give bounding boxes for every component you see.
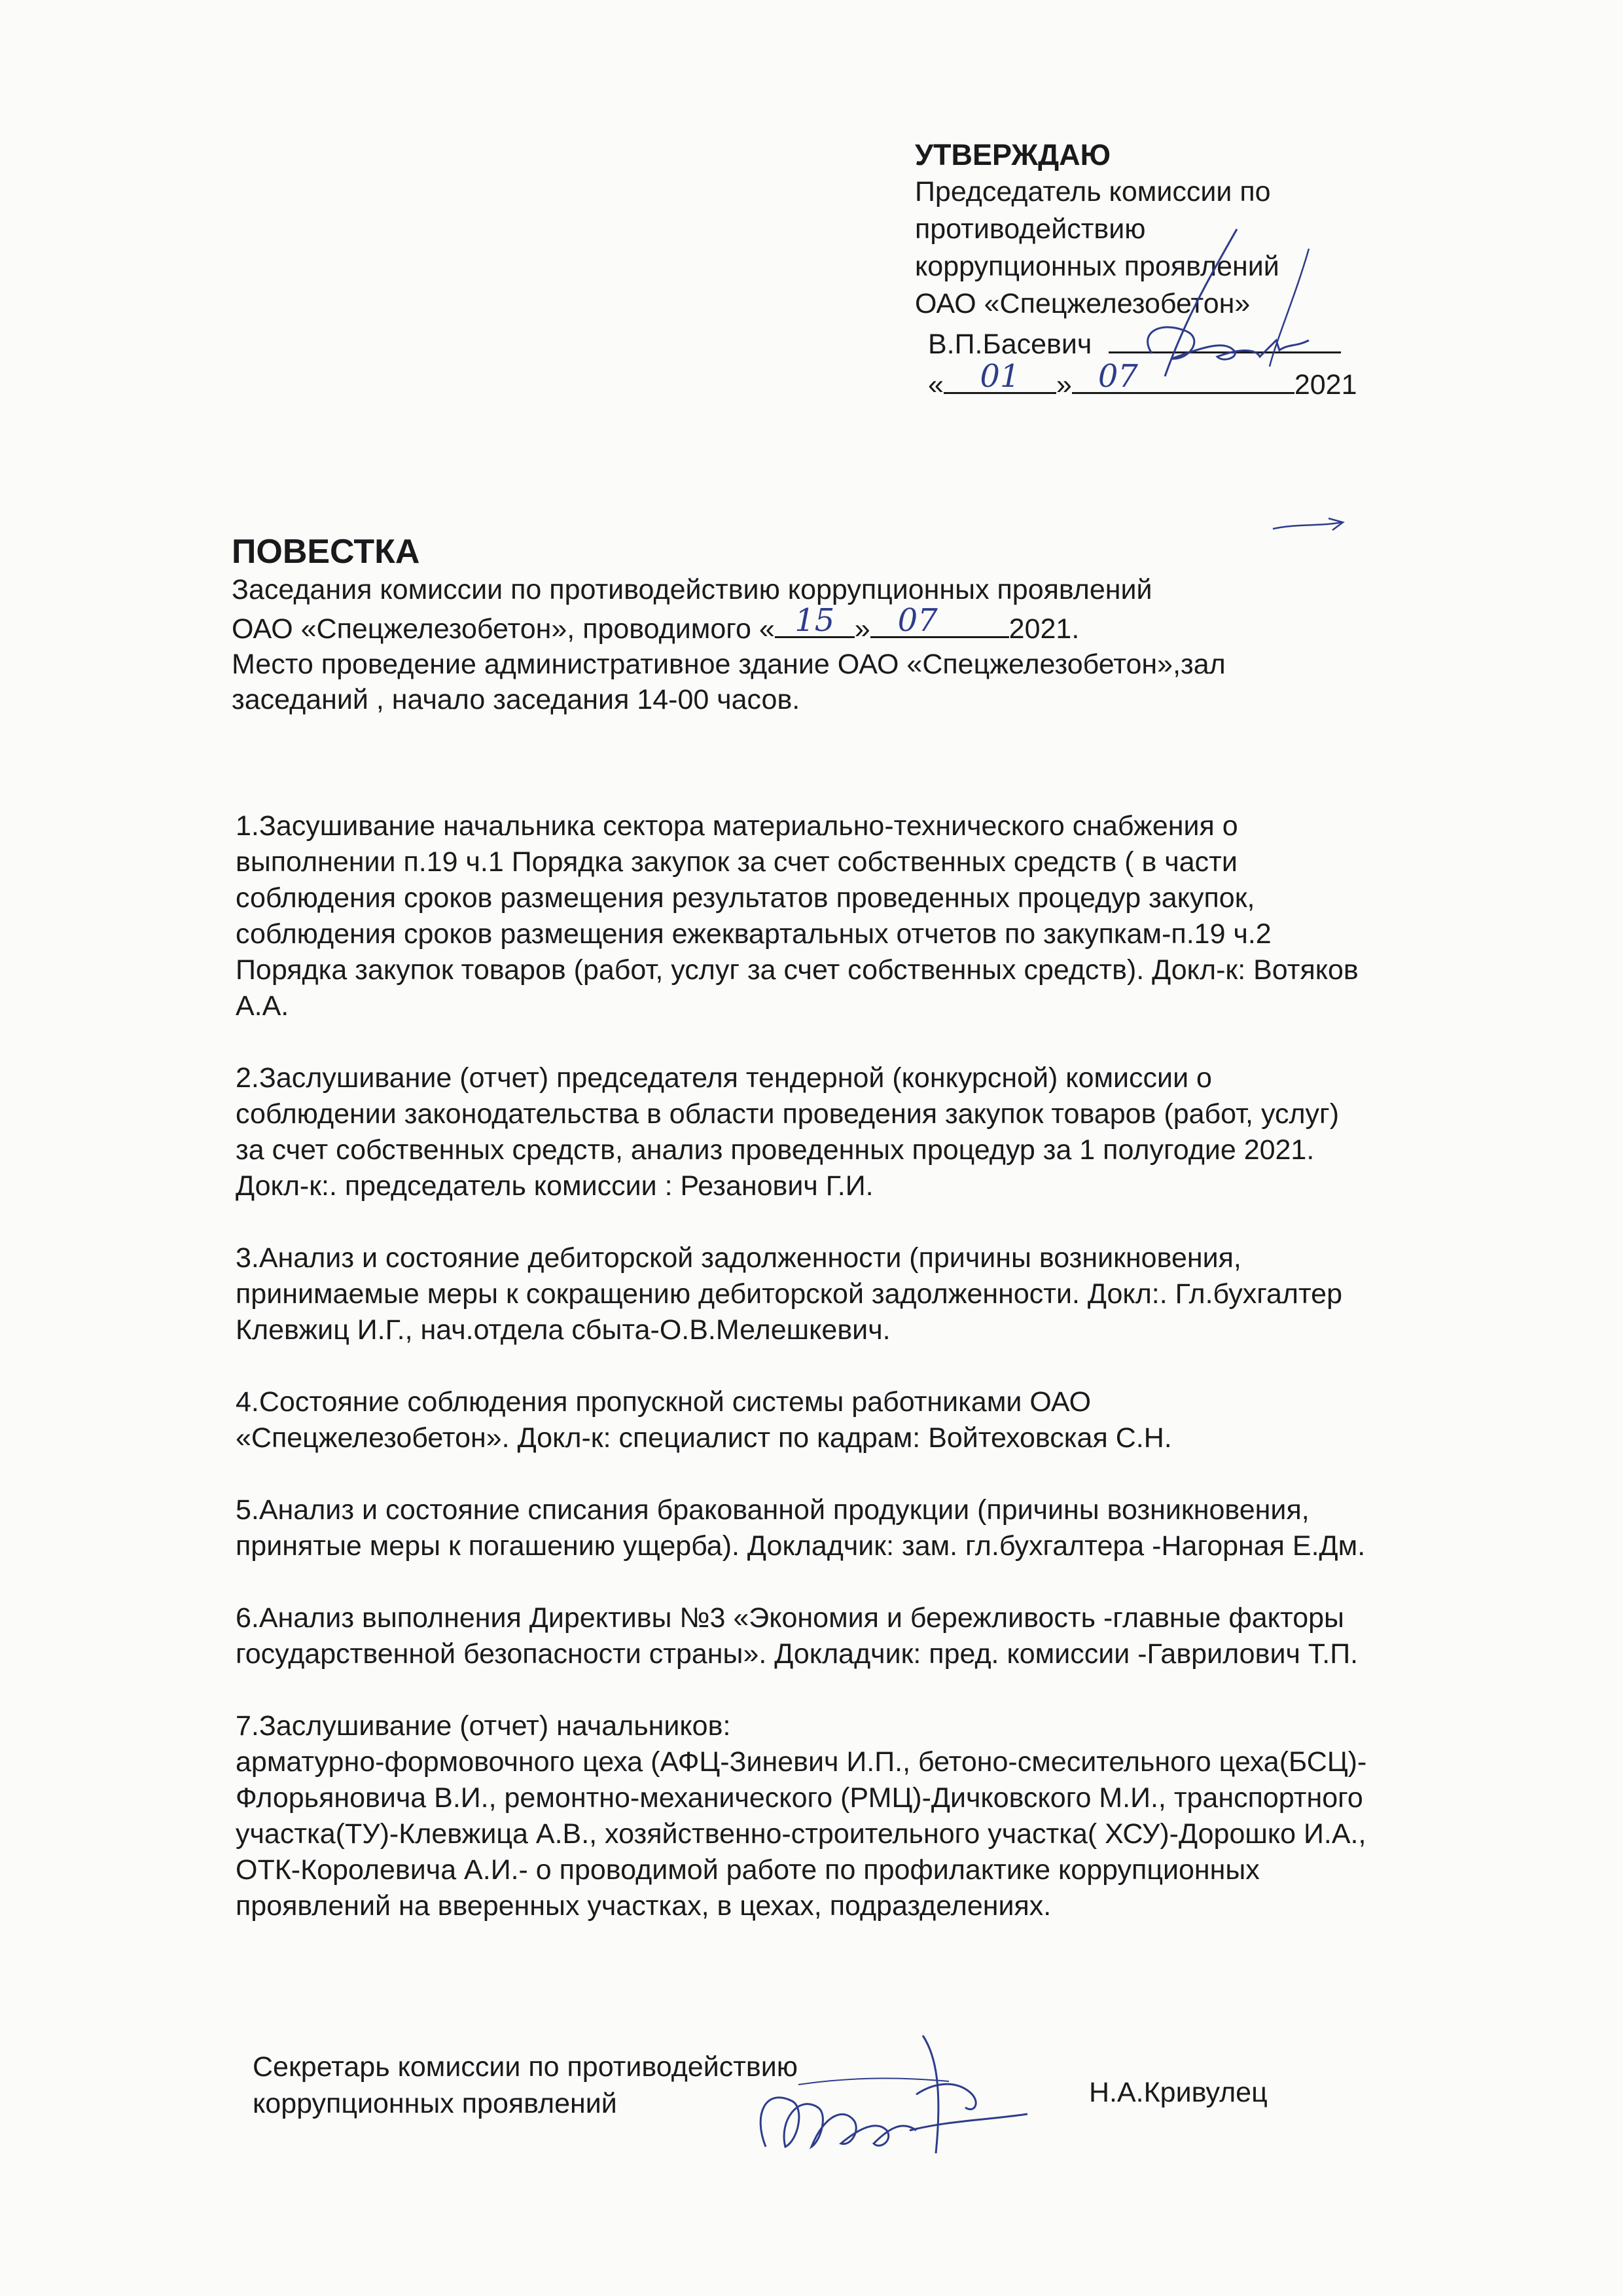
item-line: 6.Анализ выполнения Директивы №3 «Экономия и бережливость -главные факторы (236, 1602, 1344, 1634)
agenda-item (236, 1600, 1584, 1672)
item-line: соблюдения сроков размещения ежеквартальных отчетов по закупкам-п.19 ч.2 (236, 918, 1272, 950)
approval-line: ОАО «Спецжелезобетон» (915, 288, 1251, 319)
item-line: участка(ТУ)-Клевжица А.В., хозяйственно-строительного участка( ХСУ)-Дорошко И.А., (236, 1818, 1366, 1850)
item-line: Флорьяновича В.И., ремонтно-механического (РМЦ)-Дичковского М.И., транспортного (236, 1782, 1363, 1814)
agenda-date-day-blank (775, 602, 855, 639)
agenda-line: Заседания комиссии по противодействию коррупционных проявлений (232, 574, 1152, 605)
agenda-item (236, 808, 1584, 1024)
agenda-items (236, 808, 1584, 1960)
item-line: принимаемые меры к сокращению дебиторской задолженности. Докл:. Гл.бухгалтер (236, 1278, 1343, 1310)
approval-date-year: 2021 (1294, 369, 1357, 401)
item-line: А.А. (236, 990, 289, 1022)
item-line: принятые меры к погашению ущерба). Докладчик: зам. гл.бухгалтера -Нагорная Е.Дм. (236, 1530, 1366, 1562)
item-line: «Спецжелезобетон». Докл-к: специалист по кадрам: Войтеховская С.Н. (236, 1422, 1172, 1454)
item-line: 4.Состояние соблюдения пропускной системы работниками ОАО (236, 1386, 1092, 1418)
item-line: Порядка закупок товаров (работ, услуг за счет собственных средств). Докл-к: Вотяков (236, 954, 1359, 986)
approval-signature-icon (1113, 216, 1329, 386)
agenda-item (236, 1492, 1584, 1564)
agenda-item (236, 1708, 1584, 1924)
secretary-name: Н.А.Кривулец (1089, 2077, 1268, 2108)
agenda-line: Место проведение административное здание ОАО «Спецжелезобетон»,зал (232, 649, 1226, 680)
agenda-line-prefix: ОАО «Спецжелезобетон», проводимого « (232, 613, 775, 645)
item-line: проявлений на вверенных участках, в цехах, подразделениях. (236, 1890, 1052, 1922)
agenda-date-year: 2021. (1008, 613, 1080, 645)
approval-title: УТВЕРЖДАЮ (915, 138, 1111, 171)
item-line: Клевжиц И.Г., нач.отдела сбыта-О.В.Мелешкевич. (236, 1314, 891, 1346)
agenda-item (236, 1240, 1584, 1348)
item-line: государственной безопасности страны». Докладчик: пред. комиссии -Гаврилович Т.П. (236, 1638, 1359, 1670)
item-line: ОТК-Королевича А.И.- о проводимой работе по профилактике коррупционных (236, 1854, 1260, 1886)
agenda-date-day: 15 (794, 602, 835, 639)
item-line: арматурно-формовочного цеха (АФЦ-Зиневич И.П., бетоно-смесительного цеха(БСЦ)- (236, 1746, 1367, 1778)
item-line: выполнении п.19 ч.1 Порядка закупок за счет собственных средств ( в части (236, 846, 1238, 878)
approval-date-day: 01 (980, 358, 1020, 395)
item-line: 7.Заслушивание (отчет) начальников: (236, 1710, 731, 1742)
secretary-line: Секретарь комиссии по противодействию (253, 2051, 798, 2083)
pen-mark-icon (1270, 517, 1348, 556)
agenda-title: ПОВЕСТКА (232, 533, 420, 571)
agenda-date-month: 07 (897, 602, 938, 639)
item-line: 3.Анализ и состояние дебиторской задолженности (причины возникновения, (236, 1242, 1241, 1274)
agenda-header (232, 531, 1475, 717)
agenda-date-line (232, 602, 1475, 647)
agenda-date-mid-quote: » (854, 613, 870, 645)
approval-line: Председатель комиссии по (915, 176, 1271, 207)
item-line: соблюдения сроков размещения результатов проведенных процедур закупок, (236, 882, 1255, 914)
approval-line: противодействию (915, 213, 1146, 245)
agenda-item (236, 1060, 1584, 1204)
approval-date-month: 07 (1097, 358, 1138, 395)
approval-date-open-quote: « (928, 369, 944, 401)
secretary-line: коррупционных проявлений (253, 2088, 617, 2119)
item-line: за счет собственных средств, анализ проведенных процедур за 1 полугодие 2021. (236, 1134, 1315, 1166)
item-line: соблюдении законодательства в области проведения закупок товаров (работ, услуг) (236, 1098, 1340, 1130)
agenda-line: заседаний , начало заседания 14-00 часов. (232, 684, 800, 715)
approval-line: коррупционных проявлений (915, 251, 1279, 282)
approval-date-mid-quote: » (1056, 369, 1072, 401)
item-line: 5.Анализ и состояние списания бракованной продукции (причины возникновения, (236, 1494, 1310, 1526)
approval-signer-name: В.П.Басевич (928, 329, 1092, 360)
agenda-date-month-blank (870, 602, 1009, 639)
item-line: Докл-к:. председатель комиссии : Резанович Г.И. (236, 1170, 874, 1202)
item-line: 2.Заслушивание (отчет) председателя тендерной (конкурсной) комиссии о (236, 1062, 1212, 1094)
item-line: 1.Засушивание начальника сектора материально-технического снабжения о (236, 810, 1238, 842)
agenda-item (236, 1384, 1584, 1456)
approval-date-day-blank (944, 358, 1056, 395)
secretary-signature-icon (740, 2016, 1041, 2173)
